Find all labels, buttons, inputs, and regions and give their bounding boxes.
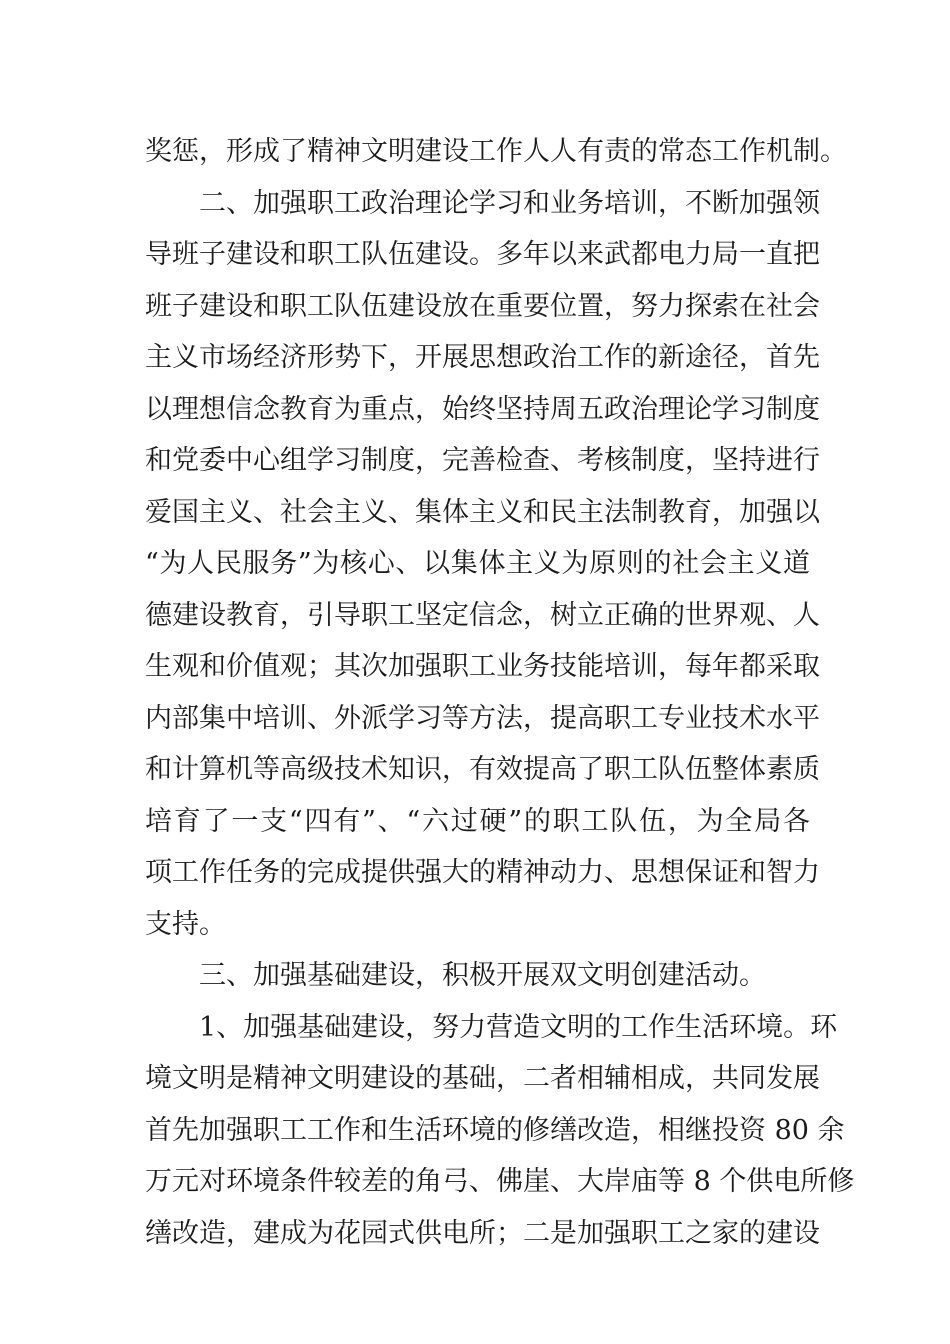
text-line: 和计算机等高级技术知识，有效提高了职工队伍整体素质 (145, 754, 820, 785)
text-line: 以理想信念教育为重点，始终坚持周五政治理论学习制度 (145, 393, 820, 425)
text-line: “为人民服务”为核心、以集体主义为原则的社会主义道 (145, 548, 810, 579)
text-line: 导班子建设和职工队伍建设。多年以来武都电力局一直把 (145, 239, 820, 270)
text-line: 项工作任务的完成提供强大的精神动力、思想保证和智力 (145, 857, 820, 888)
text-line: 和党委中心组学习制度，完善检查、考核制度，坚持进行 (145, 445, 820, 476)
text-line: 班子建设和职工队伍建设放在重要位置，努力探索在社会 (145, 290, 820, 322)
paragraph-heading-3: 三、加强基础建设，积极开展双文明创建活动。 (199, 960, 766, 991)
text-line: 爱国主义、社会主义、集体主义和民主法制教育，加强以 (145, 496, 820, 528)
text-line: 境文明是精神文明建设的基础，二者相辅相成，共同发展 (145, 1063, 820, 1094)
text-line: 首先加强职工工作和生活环境的修缮改造，相继投资 80 余 (145, 1114, 845, 1146)
text-line: 德建设教育，引导职工坚定信念，树立正确的世界观、人 (145, 599, 820, 631)
paragraph-heading-2: 二、加强职工政治理论学习和业务培训，不断加强领 (199, 187, 820, 219)
subparagraph-heading-1: 1、加强基础建设，努力营造文明的工作生活环境。环 (199, 1011, 838, 1043)
text-line: 奖惩，形成了精神文明建设工作人人有责的常态工作机制。 (145, 136, 847, 167)
text-line: 内部集中培训、外派学习等方法，提高职工专业技术水平 (145, 702, 820, 734)
text-line: 生观和价值观；其次加强职工业务技能培训，每年都采取 (145, 651, 820, 682)
body-text (145, 126, 855, 1259)
text-line: 缮改造，建成为花园式供电所；二是加强职工之家的建设 (145, 1217, 820, 1249)
text-line: 主义市场经济形势下，开展思想政治工作的新途径，首先 (145, 342, 820, 373)
text-line: 支持。 (145, 908, 226, 940)
text-line: 万元对环境条件较差的角弓、佛崖、大岸庙等 8 个供电所修 (145, 1166, 855, 1197)
text-line: 培育了一支“四有”、“六过硬”的职工队伍，为全局各 (145, 805, 810, 837)
